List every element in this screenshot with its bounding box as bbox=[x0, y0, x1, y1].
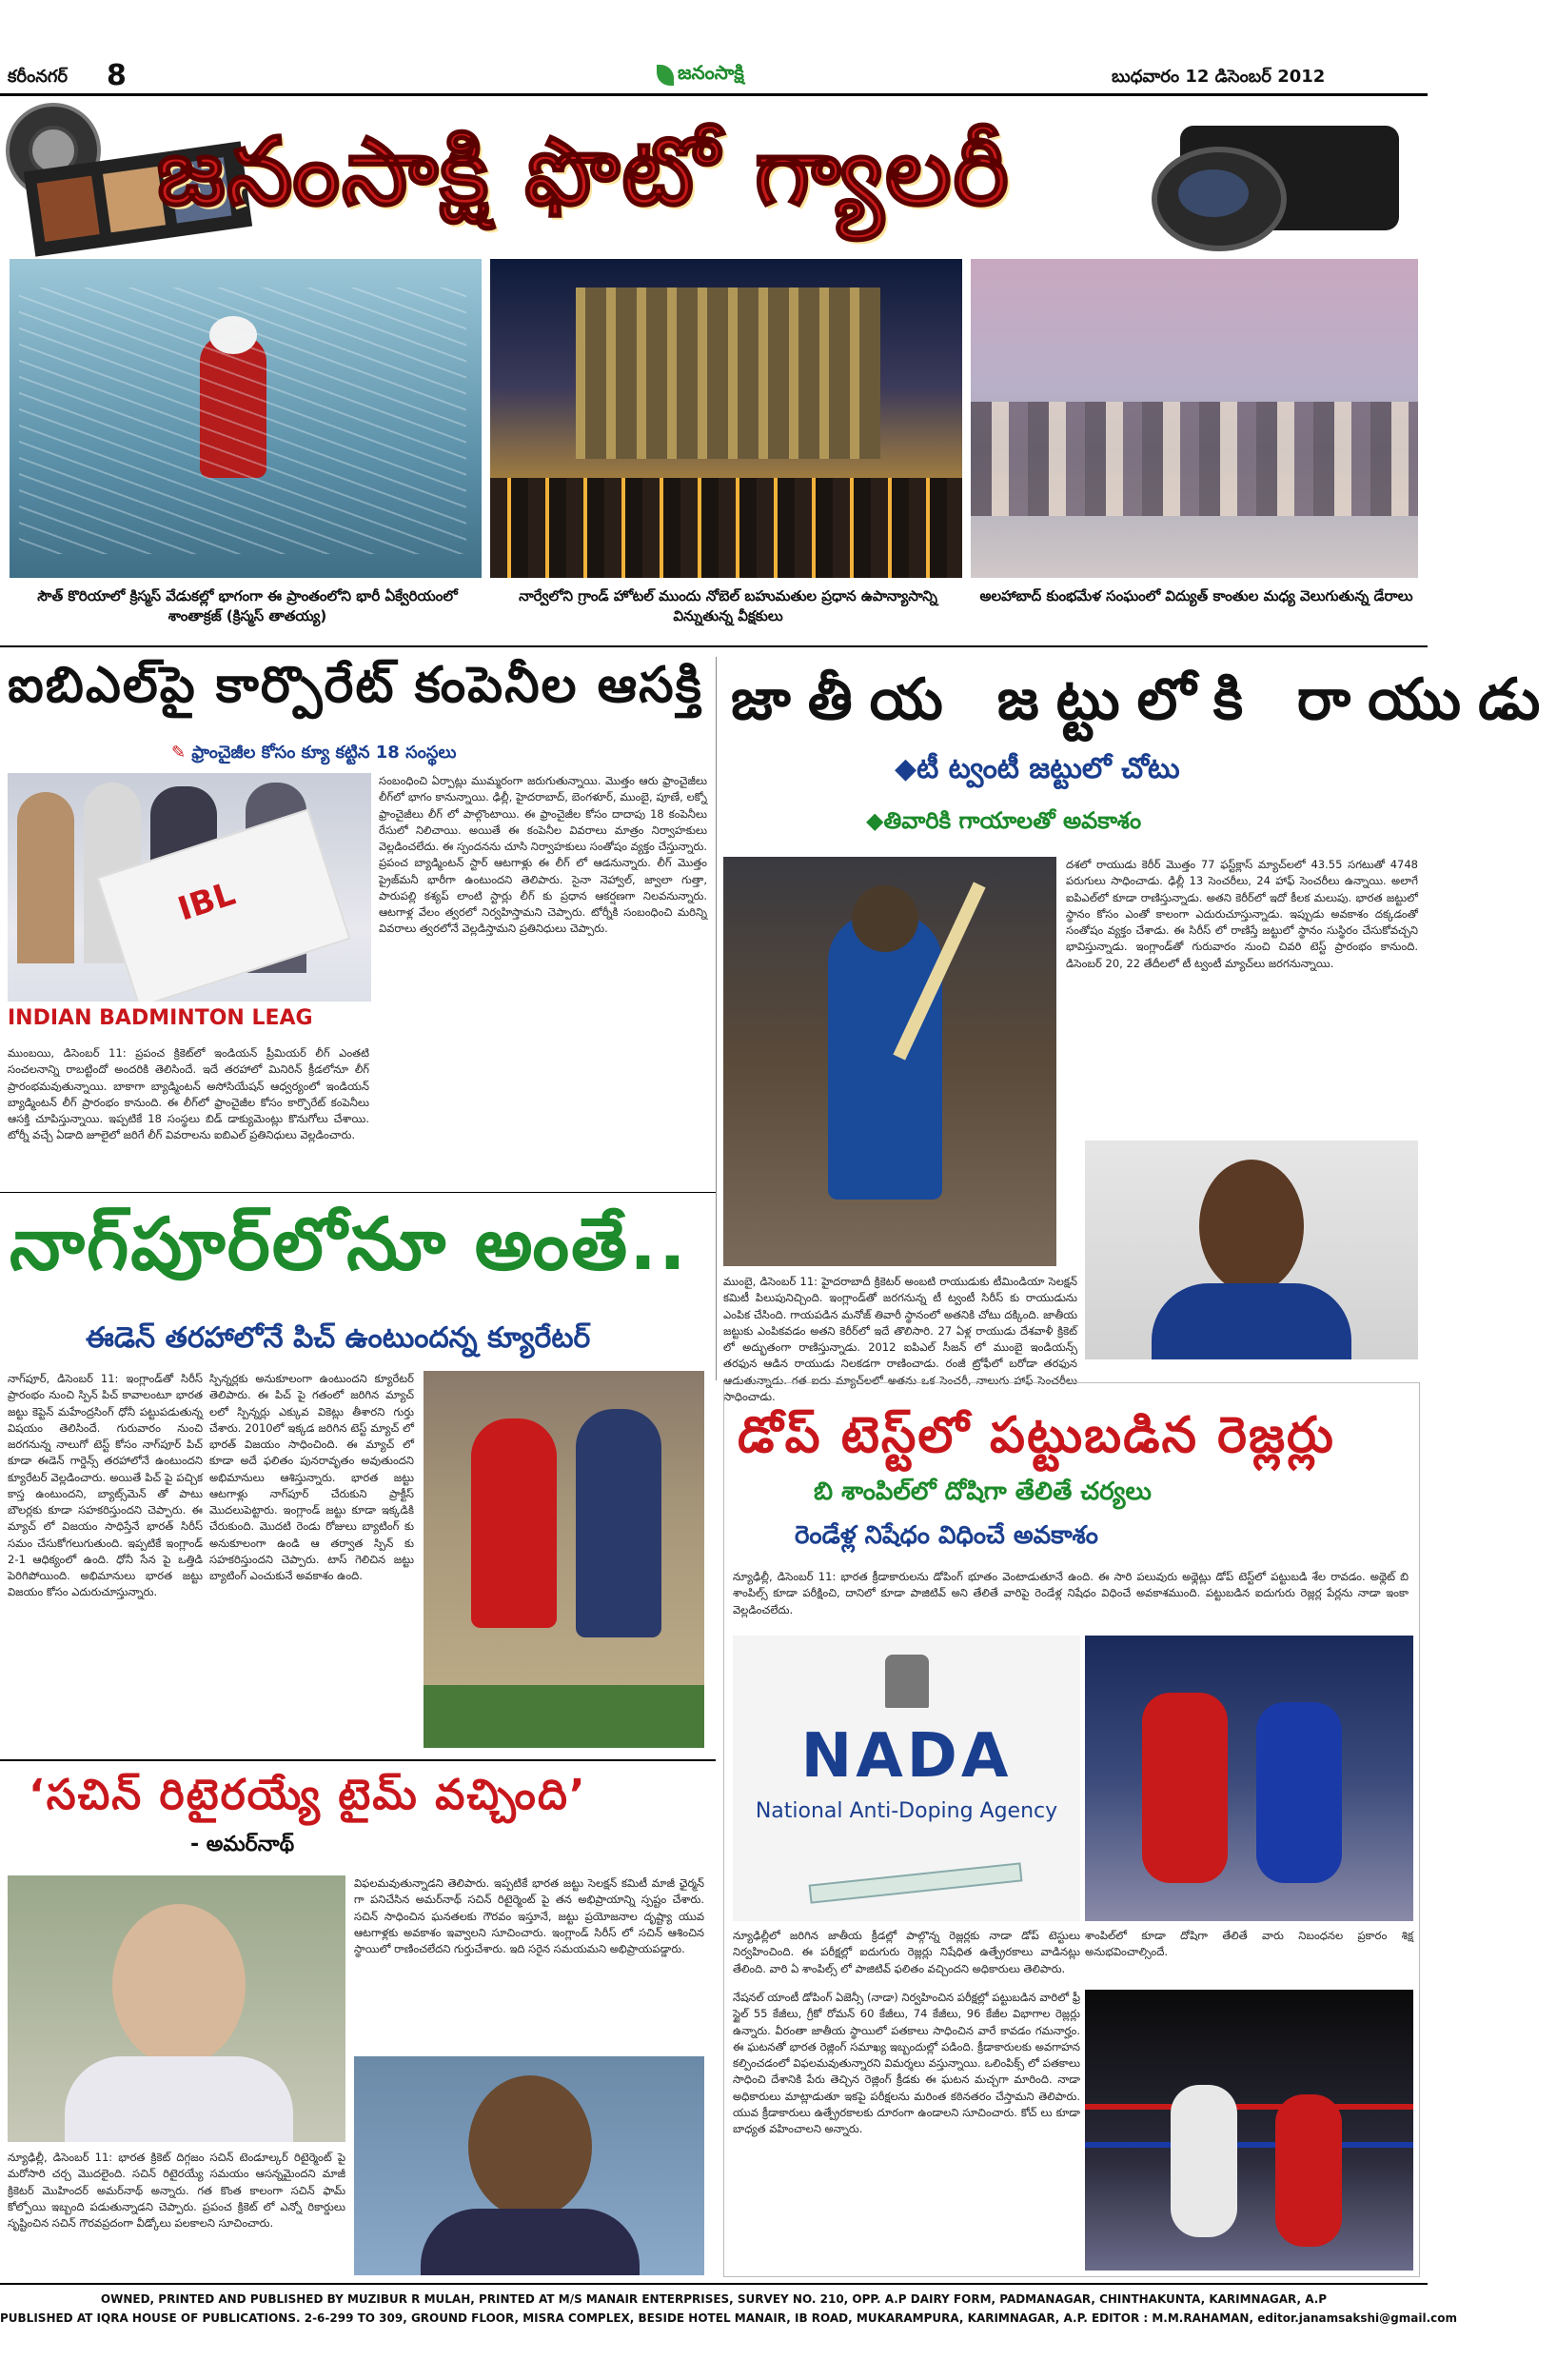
sachin-headline: ‘సచిన్ రిటైరయ్యే టైమ్ వచ్చింది’ bbox=[29, 1771, 587, 1819]
footer-line-2: PUBLISHED AT IQRA HOUSE OF PUBLICATIONS. 2-6-299 TO 309, GROUND FLOOR, MISRA COMPLEX, BESIDE HOTEL MANAIR, IB ROAD, MUKARAMPURA, KARIMNAGAR, A.P. EDITOR : M.M.RAHAMAN, editor.janamsakshi@gmail.com bbox=[0, 2311, 1458, 2325]
gallery-caption-1: సౌత్ కొరియాలో క్రిస్మస్ వేడుకల్లో భాగంగా ఈ ప్రాంతంలోని భారీ ఏక్వేరియంలో శాంతాక్రజ్ (క్రిస్మస్ తాతయ్య) bbox=[37, 587, 458, 625]
diamond-icon: ◆ bbox=[866, 807, 884, 834]
doping-subhead-1: బి శాంపిల్‌లో దోషిగా తేలితే చర్యలు bbox=[814, 1478, 1152, 1506]
footer-rule bbox=[0, 2283, 1428, 2285]
rayudu-subhead-1 bbox=[895, 752, 1180, 792]
ibl-body-right: సంబంధించి ఏర్పాట్లు ముమ్మరంగా జరుగుతున్నాయి. మొత్తం ఆరు ఫ్రాంచైజీలు లీగ్‌లో భాగం కానున్నాయి. ఢిల్లీ, హైదరాబాద్, బెంగళూర్, ముంబై, పూణే, లక్నో ఫ్రాంచైజీలు లీగ్ లో పాల్గొంటాయి. ఈ ఫ్రాంచైజీల కోసం దాదాపు 18 కంపెనీలు రేసులో నిలిచాయి. అయితే ఈ కంపెనీల వివరాలు మాత్రం నిర్వాహకులు వెల్లడించలేదు. ఈ స్పందనను చూసి నిర్వాహకులు సంతోషం వ్యక్తం చేస్తున్నారు. ప్రపంచ బ్యాడ్మింటన్ స్టార్ ఆటగాళ్లు ఈ లీగ్ లో ఆడనున్నారు. లీగ్ మొత్తం ప్రైజ్‌మనీ భారీగా ఉంటుందని తెలిపారు. సైనా నెహ్వాల్, జ్వాలా గుత్తా, పారుపల్లి కశ్యప్ లాంటి స్టార్లు లీగ్ కు ప్రధాన ఆకర్షణగా నిలవనున్నారు. ఆటగాళ్ల వేలం త్వరలో నిర్వహిస్తామని చెప్పారు. టోర్నీకి సంబంధించి మరిన్ని వివరాలు త్వరలోనే వెల్లడిస్తామని ప్రతినిధులు చెప్పారు. bbox=[379, 774, 707, 936]
ibl-headline: ఐబిఎల్‌పై కార్పొరేట్ కంపెనీల ఆసక్తి bbox=[8, 657, 703, 714]
issue-date: బుధవారం 12 డిసెంబర్ 2012 bbox=[1112, 67, 1326, 87]
doping-body-mid-right: శాంపిల్‌లో కూడా దోషిగా తేలితే వారు నిబంధనల ప్రకారం శిక్ష అనుభవించాల్సిందే. bbox=[1085, 1929, 1413, 1959]
rayudu-body-bottom: ముంబై, డిసెంబర్ 11: హైదరాబాదీ క్రికెటర్ అంబటి రాయుడుకు టీమిండియా సెలక్షన్ కమిటీ పిలుపునిచ్చింది. ఇంగ్లాండ్‌తో జరగనున్న టీ ట్వంటీ సిరీస్ కు రాయుడును ఎంపిక చేసింది. గాయపడిన మనోజ్ తివారీ స్థానంలో అతనికి చోటు దక్కింది. జాతీయ జట్టుకు ఎంపికవడం అతని కెరీర్‌లో ఇదే తొలిసారి. 27 ఏళ్ల రాయుడు దేశవాళీ క్రికెట్ లో అద్భుతంగా రాణిస్తున్నాడు. 2012 ఐపిఎల్ సీజన్ లో ముంబై ఇండియన్స్ తరఫున ఆడిన రాయుడు నిలకడగా రాణించాడు. రంజీ ట్రోఫీలో బరోడా తరఫున ఆడుతున్నాడు. గత ఐదు మ్యాచ్‌లలో అతను ఒక సెంచరీ, నాలుగు హాఫ్ సెంచరీలు సాధించాడు. bbox=[723, 1275, 1077, 1403]
doping-subhead-2: రెండేళ్ల నిషేధం విధించే అవకాశం bbox=[795, 1521, 1098, 1550]
diamond-icon: ◆ bbox=[895, 752, 917, 785]
nagpur-body-left: నాగ్‌పూర్, డిసెంబర్ 11: ఇంగ్లాండ్‌తో సిరీస్ ప్రారంభం నుంచి స్పిన్ పిచ్ కావాలంటూ భారత జట్టు కెప్టెన్ మహేంద్రసింగ్ ధోనీ పట్టుపడుతున్న విషయం తెలిసిందే. గురువారం నుంచి జరగనున్న నాలుగో టెస్ట్ కోసం నాగ్‌పూర్ పిచ్ కూడా ఈడెన్ గార్డెన్స్ తరహాలోనే ఉంటుందని క్యూరేటర్ వెల్లడించారు. అయితే పిచ్ పై పచ్చిక కాస్త ఉంటుందని, బ్యాట్స్‌మెన్ తో పాటు బౌలర్లకు కూడా సహకరిస్తుందని చెప్పారు. ఈ మ్యాచ్ లో విజయం సాధిస్తేనే భారత్ సిరీస్ సమం చేసుకోగలుగుతుంది. ఇప్పటికే ఇంగ్లాండ్ 2-1 ఆధిక్యంలో ఉంది. ధోనీ సేన పై ఒత్తిడి పెరిగిపోయింది. అభిమానులు భారత జట్టు విజయం కోసం ఎదురుచూస్తున్నారు. bbox=[8, 1372, 203, 1599]
ibl-photo bbox=[8, 773, 371, 1035]
doping-body-top: న్యూఢిల్లీ, డిసెంబర్ 11: భారత క్రీడాకారులను డోపింగ్ భూతం వెంటాడుతూనే ఉంది. ఈ సారి పలువురు అథ్లెట్లు డోప్ టెస్ట్‌లో పట్టుబడి శేల రావడం. అథ్లెట్ బి శాంపిల్స్ కూడా పరీక్షించి, దానిలో కూడా పాజిటివ్ అని తేలితే వారిపై రెండేళ్ల నిషేధం విధించే అవకాశముంది. పట్టుబడిన ఐదుగురు రెజ్లర్ల పేర్లను నాడా ఇంకా వెల్లడించలేదు. bbox=[733, 1570, 1409, 1616]
nada-title: NADA bbox=[800, 1721, 1013, 1792]
emblem-icon bbox=[885, 1655, 929, 1708]
gallery-caption-3: అలహాబాద్ కుంభమేళ సంఘంలో విద్యుత్ కాంతుల మధ్య వెలుగుతున్న డేరాలు bbox=[979, 587, 1413, 605]
nagpur-subhead: ఈడెన్ తరహాలోనే పిచ్ ఉంటుందన్న క్యూరేటర్ bbox=[86, 1321, 591, 1355]
ibl-banner: INDIAN BADMINTON LEAG bbox=[8, 1002, 371, 1035]
sachin-body-top: విఫలమవుతున్నాడని తెలిపారు. ఇప్పటికే భారత జట్టు సెలక్షన్ కమిటీ మాజీ ఛైర్మన్ గా పనిచేసిన అమర్‌నాథ్ సచిన్ రిటైర్మెంట్ పై తన అభిప్రాయాన్ని స్పష్టం చేశారు. సచిన్ సాధించిన ఘనతలకు గౌరవం ఇస్తూనే, జట్టు ప్రయోజనాల దృష్ట్యా యువ ఆటగాళ్లకు అవకాశం ఇవ్వాలని సూచించారు. ఇంగ్లాండ్ సిరీస్ లో సచిన్ ఆశించిన స్థాయిలో రాణించలేదని గుర్తుచేశారు. ఇది సరైన సమయమని అభిప్రాయపడ్డారు. bbox=[354, 1876, 704, 1955]
ibl-subhead bbox=[171, 743, 456, 766]
gallery-photo-grand-hotel bbox=[490, 259, 962, 578]
rayudu-headline: జాతీయ జట్టులోకి రాయుడు bbox=[731, 666, 1557, 733]
masthead-rule bbox=[0, 93, 1428, 96]
gallery-photo-aquarium bbox=[10, 259, 482, 578]
page-number: 8 bbox=[107, 59, 127, 92]
ibl-subhead-text: ఫ్రాంచైజీల కోసం క్యూ కట్టిన 18 సంస్థలు bbox=[191, 743, 457, 763]
amarnath-photo bbox=[8, 1875, 345, 2142]
gallery-header bbox=[0, 99, 1428, 251]
ibl-body-left: ముంబయి, డిసెంబర్ 11: ప్రపంచ క్రికెట్‌లో ఇండియన్ ప్రీమియర్ లీగ్ ఎంతటి సంచలనాన్ని రాబట్టిందో అందరికి తెలిసిందే. ఇదే తరహాలో మినిరిన్ క్రీడలోనూ లీగ్ ప్రారంభమవుతున్నాయి. బాకాగా బ్యాడ్మింటన్ అసోసియేషన్ ఆధ్వర్యంలో ఇండియన్ బ్యాడ్మింటన్ లీగ్ ప్రారంభం కానుంది. ఈ లీగ్‌లో ఫ్రాంచైజీల కోసం కార్పొరేట్ కంపెనీలు ఆసక్తి చూపిస్తున్నాయి. ఇప్పటికే 18 సంస్థలు బిడ్ డాక్యుమెంట్లు కొనుగోలు చేశాయి. టోర్నీ వచ్చే ఏడాది జూలైలో జరిగే లీగ్ వివరాలను ఐబిఎల్ ప్రతినిధులు వెల్లడించారు. bbox=[8, 1046, 369, 1142]
masthead-logo bbox=[657, 61, 744, 89]
pointer-icon: ✎ bbox=[171, 743, 192, 763]
rayudu-subhead-1-text: టీ ట్వంటీ జట్టులో చోటు bbox=[916, 752, 1180, 785]
section-rule bbox=[0, 1759, 716, 1761]
sachin-body-bottom: న్యూఢిల్లీ, డిసెంబర్ 11: భారత క్రికెట్ దిగ్గజం సచిన్ టెండూల్కర్ రిటైర్మెంట్ పై మరోసారి చర్చ మొదలైంది. సచిన్ రిటైరయ్యే సమయం ఆసన్నమైందని మాజీ క్రికెటర్ మొహిందర్ అమర్‌నాథ్ అన్నారు. గత కొంత కాలంగా సచిన్ ఫామ్ కోల్పోయి ఇబ్బంది పడుతున్నాడని చెప్పారు. ప్రపంచ క్రికెట్ లో ఎన్నో రికార్డులు సృష్టించిన సచిన్ గౌరవప్రదంగా వీడ్కోలు పలకాలని సూచించారు. bbox=[8, 2151, 345, 2230]
doping-headline: డోప్ టెస్ట్‌లో పట్టుబడిన రెజ్లర్లు bbox=[738, 1407, 1335, 1464]
syringe-icon bbox=[809, 1862, 1023, 1903]
footer-line-1: OWNED, PRINTED AND PUBLISHED BY MUZIBUR R MULAH, PRINTED AT M/S MANAIR ENTERPRISES, SURVEY NO. 210, OPP. A.P DAIRY FORM, PADMANAGAR, CHINTHAKUNTA, KARIMNAGAR, A.P bbox=[100, 2292, 1328, 2306]
rayudu-subhead-2 bbox=[866, 807, 1141, 840]
ibl-logo-text: IBL bbox=[173, 874, 240, 929]
logo-text: జనంసాక్షి bbox=[678, 61, 744, 84]
nagpur-headline: నాగ్‌పూర్‌లోనూ అంతే.. bbox=[10, 1201, 688, 1286]
doping-body-bottom: నేషనల్ యాంటీ డోపింగ్ ఏజెన్సీ (నాడా) నిర్వహించిన పరీక్షల్లో పట్టుబడిన వారిలో ఫ్రీ స్టైల్ 55 కేజీలు, గ్రీకో రోమన్ 60 కేజీలు, 74 కేజీలు, 96 కేజీల విభాగాల రెజ్లర్లు ఉన్నారు. వీరంతా జాతీయ స్థాయిలో పతకాలు సాధించిన వారే కావడం గమనార్హం. ఈ ఘటనతో భారత రెజ్లింగ్ సమాఖ్య ఇబ్బందుల్లో పడింది. క్రీడాకారులకు అవగాహన కల్పించడంలో విఫలమవుతున్నారని విమర్శలు వస్తున్నాయి. ఒలింపిక్స్ లో పతకాలు సాధించి దేశానికి పేరు తెచ్చిన రెజ్లింగ్ క్రీడకు ఈ ఘటన మచ్చగా మారింది. నాడా అధికారులు మాట్లాడుతూ ఇకపై పరీక్షలను మరింత కఠినతరం చేస్తామని తెలిపారు. యువ క్రీడాకారులు ఉత్ప్రేరకాలకు దూరంగా ఉండాలని సూచించారు. కోచ్ లు కూడా బాధ్యత వహించాలని అన్నారు. bbox=[733, 1991, 1080, 2135]
rayudu-photo-celebration bbox=[723, 857, 1056, 1266]
gallery-photo-kumbh-mela bbox=[971, 259, 1418, 578]
camera-icon bbox=[1152, 107, 1409, 240]
nagpur-photo bbox=[424, 1371, 704, 1748]
leaf-icon bbox=[657, 65, 674, 86]
edition-name: కరీంనగర్ bbox=[8, 67, 68, 87]
section-rule bbox=[0, 645, 1428, 647]
section-rule bbox=[0, 1192, 716, 1193]
rayudu-body-top: దశలో రాయుడు కెరీర్ మొత్తం 77 ఫస్ట్‌క్లాస్ మ్యాచ్‌లలో 43.55 సగటుతో 4748 పరుగులు సాధించాడు. ఢిల్లీ 13 సెంచరీలు, 24 హాఫ్ సెంచరీలు ఉన్నాయి. అలాగే ఐపిఎల్‌లో కూడా రాణిస్తున్నాడు. అతని కెరీర్‌లో ఇదో కీలక మలుపు. భారత జట్టులో స్థానం కోసం ఎంతో కాలంగా ఎదురుచూస్తున్నాడు. ఇప్పుడు అవకాశం దక్కడంతో సంతోషం వ్యక్తం చేశాడు. ఈ సిరీస్ లో రాణిస్తే జట్టులో స్థానం సుస్థిరం చేసుకోవచ్చని భావిస్తున్నాడు. ఇంగ్లాండ్‌తో గురువారం నుంచి చివరి టెస్ట్ ప్రారంభం కానుంది. డిసెంబర్ 20, 22 తేదీలలో టీ ట్వంటీ మ్యాచ్‌లు జరగనున్నాయి. bbox=[1066, 858, 1418, 970]
nada-logo-photo bbox=[733, 1636, 1080, 1921]
rayudu-photo-portrait bbox=[1085, 1140, 1418, 1359]
doping-body-mid-left: న్యూఢిల్లీలో జరిగిన జాతీయ క్రీడల్లో పాల్గొన్న రెజ్లర్లకు నాడా డోప్ టెస్టులు నిర్వహించింది. ఈ పరీక్షల్లో ఐదుగురు రెజ్లర్లు నిషేధిత ఉత్ప్రేరకాలు వాడినట్లు తేలింది. వారి ఏ శాంపిల్స్ లో పాజిటివ్ ఫలితం వచ్చిందని అధికారులు తెలిపారు. bbox=[733, 1929, 1080, 1975]
gallery-caption-2: నార్వేలోని గ్రాండ్ హోటల్ ముందు నోబెల్ బహుమతుల ప్రధాన ఉపాన్యాసాన్ని విన్నుతున్న వీక్షకులు bbox=[519, 587, 937, 625]
rayudu-subhead-2-text: తివారికి గాయాలతో అవకాశం bbox=[883, 807, 1142, 834]
nada-subtitle: National Anti-Doping Agency bbox=[755, 1799, 1058, 1823]
column-divider bbox=[716, 657, 717, 1380]
nagpur-body-right: స్పిన్నర్లకు అనుకూలంగా ఉంటుందని క్యూరేటర్ తెలిపారు. ఈ పిచ్ పై గతంలో జరిగిన మ్యాచ్ లలో స్పిన్నర్లు ఎక్కువ వికెట్లు తీశారని గుర్తు చేశారు. 2010లో ఇక్కడ జరిగిన టెస్ట్ మ్యాచ్ లో భారత్ విజయం సాధించింది. ఈ మ్యాచ్ లో కూడా అదే ఫలితం పునరావృతం అవుతుందని అభిమానులు ఆశిస్తున్నారు. భారత జట్టు ఆటగాళ్లు నాగ్‌పూర్ చేరుకుని ప్రాక్టీస్ మొదలుపెట్టారు. ఇంగ్లాండ్ జట్టు కూడా ఇక్కడికి చేరుకుంది. మొదటి రెండు రోజులు బ్యాటింగ్ కు అనుకూలంగా ఉండి ఆ తర్వాత స్పిన్ కు సహకరిస్తుందని చెప్పారు. టాస్ గెలిచిన జట్టు బ్యాటింగ్ ఎంచుకునే అవకాశం ఉంది. bbox=[209, 1372, 414, 1582]
gallery-title: జనంసాక్షి ఫొటో గ్యాలరీ bbox=[157, 118, 1011, 227]
boxing-photo-1 bbox=[1085, 1636, 1413, 1921]
masthead bbox=[0, 0, 1428, 105]
sachin-byline: - అమర్‌నాథ్ bbox=[190, 1833, 295, 1856]
sachin-photo bbox=[354, 2056, 704, 2275]
boxing-photo-2 bbox=[1085, 1990, 1413, 2271]
